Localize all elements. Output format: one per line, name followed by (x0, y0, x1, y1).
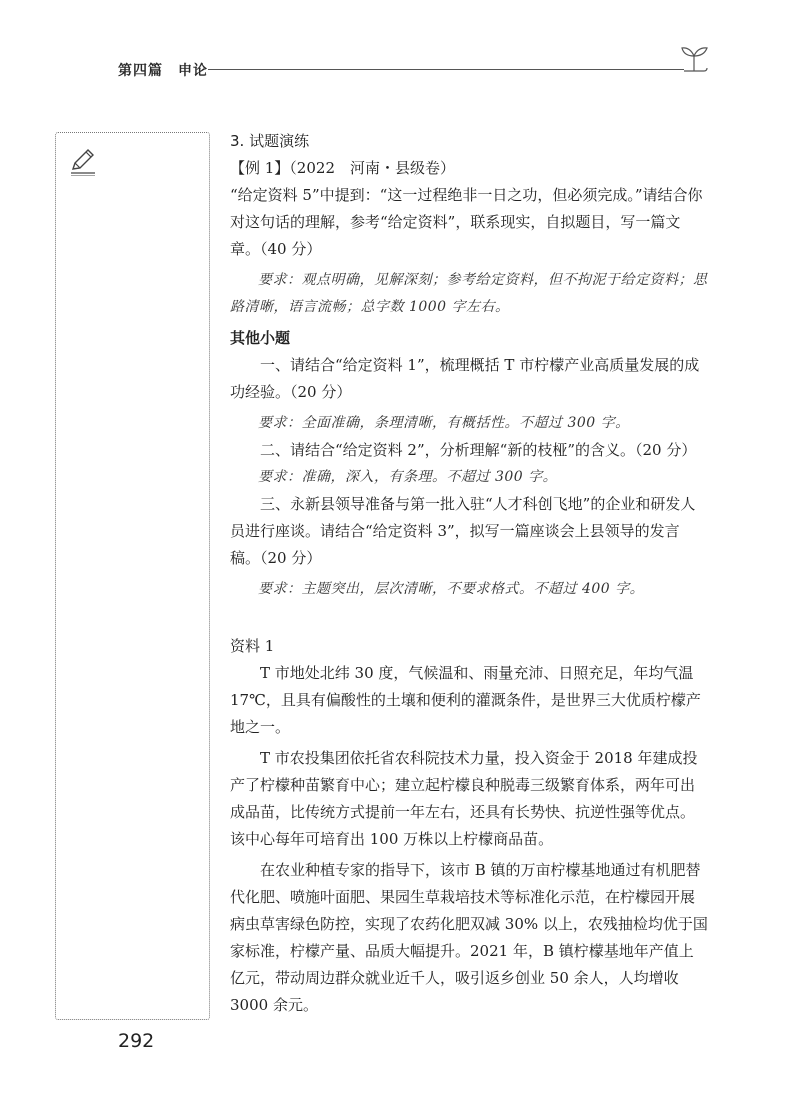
example-prompt: “给定资料 5”中提到：“这一过程绝非一日之功，但必须完成。”请结合你对这句话的理解，参考“给定资料”，联系现实，自拟题目，写一篇文章。（40 分） (230, 186, 703, 258)
sprout-icon (674, 40, 714, 78)
question-3: 三、永新县领导准备与第一批入驻“人才科创飞地”的企业和研发人员进行座谈。请结合“给定资料 3”，拟写一篇座谈会上县领导的发言稿。（20 分） (230, 495, 696, 567)
question-2-requirement: 要求：准确，深入，有条理。不超过 300 字。 (258, 469, 558, 485)
material-title: 资料 1 (230, 637, 275, 655)
notes-margin-panel (55, 132, 210, 1020)
example-label: 【例 1】（2022 河南・县级卷） (230, 159, 455, 177)
header-rule (208, 69, 684, 70)
material-paragraph: T 市地处北纬 30 度，气候温和、雨量充沛、日照充足，年均气温 17℃，且具有偏酸性的土壤和便利的灌溉条件，是世界三大优质柠檬产地之一。 (230, 664, 701, 736)
question-1-requirement: 要求：全面准确，条理清晰，有概括性。不超过 300 字。 (258, 415, 630, 431)
pencil-icon (67, 147, 97, 177)
chapter-header: 第四篇 申论 (118, 63, 208, 79)
section-heading: 3. 试题演练 (230, 132, 310, 150)
question-2: 二、请结合“给定资料 2”，分析理解“新的枝桠”的含义。（20 分） (260, 441, 697, 459)
question-3-requirement: 要求：主题突出，层次清晰，不要求格式。不超过 400 字。 (258, 581, 645, 597)
main-content (230, 128, 708, 1019)
material-paragraph: 在农业种植专家的指导下，该市 B 镇的万亩柠檬基地通过有机肥替代化肥、喷施叶面肥、果园生草栽培技术等标准化示范，在柠檬园开展病虫草害绿色防控，实现了农药化肥双减 30% 以上，农残抽检均优于国家标准，柠檬产量、品质大幅提升。2021 年，B 镇柠檬基地年产值上亿元，带动周边群众就业近千人，吸引返乡创业 50 余人，人均增收 3000 余元。 (230, 861, 708, 1014)
material-paragraph: T 市农投集团依托省农科院技术力量，投入资金于 2018 年建成投产了柠檬种苗繁育中心；建立起柠檬良种脱毒三级繁育体系，两年可出成品苗，比传统方式提前一年左右，还具有长势快、抗逆性强等优点。该中心每年可培育出 100 万株以上柠檬商品苗。 (230, 749, 698, 848)
other-questions-title: 其他小题 (230, 329, 291, 347)
question-1: 一、请结合“给定资料 1”，梳理概括 T 市柠檬产业高质量发展的成功经验。（20 分） (230, 356, 700, 401)
page-number: 292 (118, 1030, 155, 1052)
example-requirement: 要求：观点明确，见解深刻；参考给定资料，但不拘泥于给定资料；思路清晰，语言流畅；总字数 1000 字左右。 (230, 272, 708, 315)
